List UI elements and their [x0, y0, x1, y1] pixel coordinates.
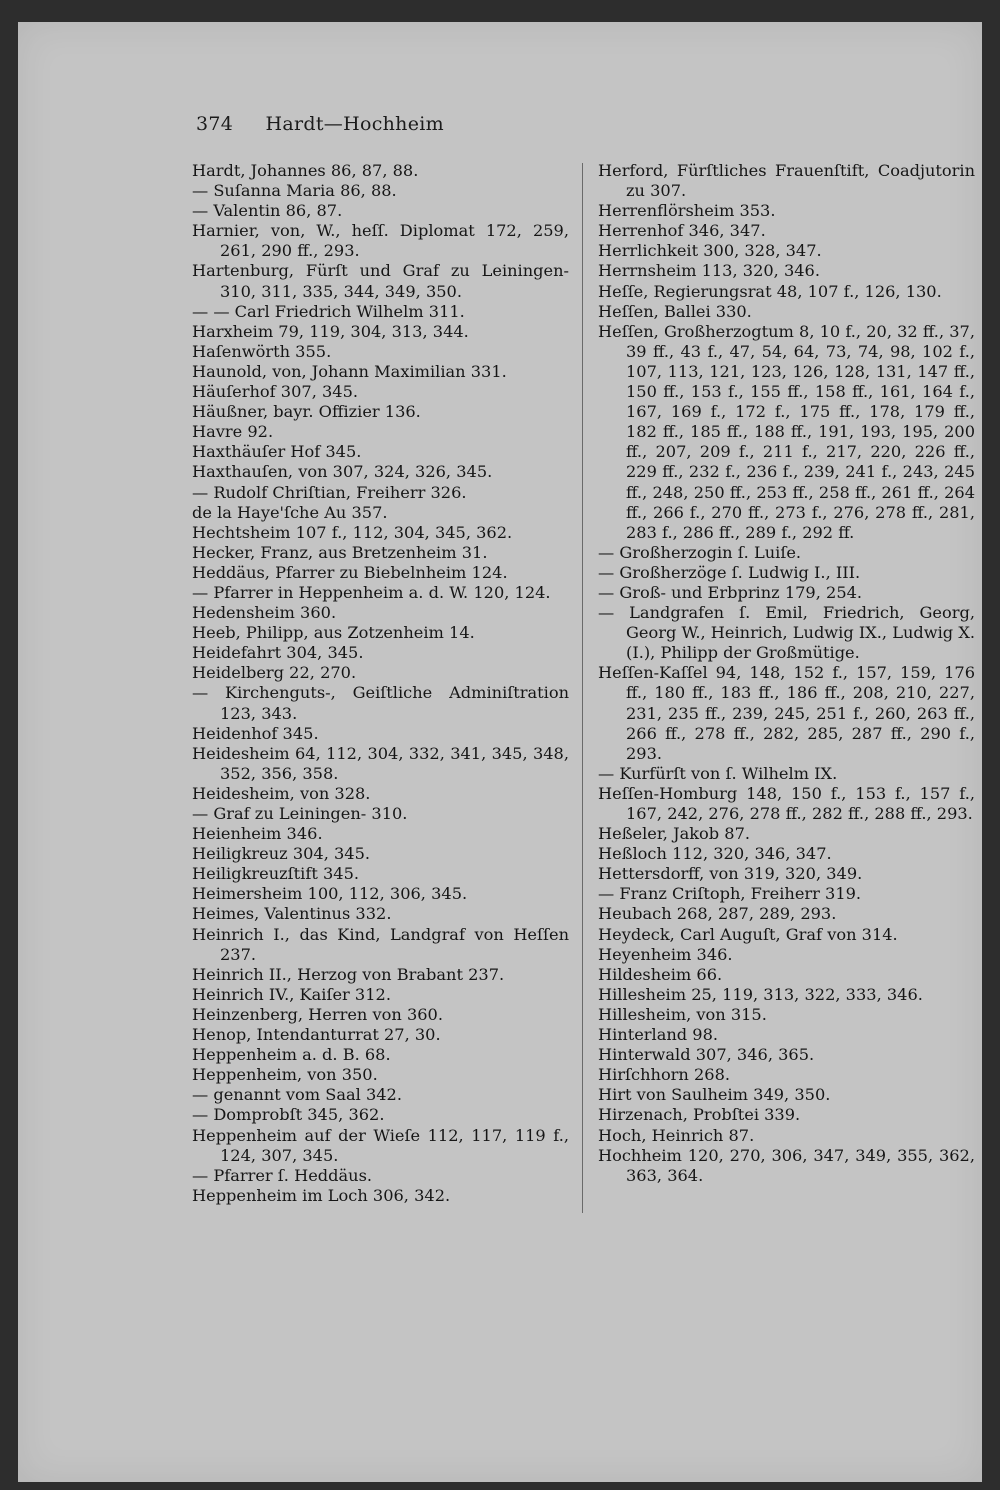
index-entry: Hoch, Heinrich 87.: [598, 1125, 755, 1145]
index-entry: Hardt, Johannes 86, 87, 88.: [192, 161, 419, 180]
index-entry: Hirſchhorn 268.: [598, 1065, 731, 1085]
index-entry: Harnier, von, W., heſſ. Diplomat 172, 259, 261, 290 ff., 293.: [192, 221, 569, 261]
index-entry: — Großherzogin ſ. Luiſe.: [598, 542, 802, 562]
index-entry: Herrlichkeit 300, 328, 347.: [598, 241, 822, 261]
index-entry: Henop, Intendanturrat 27, 30.: [192, 1025, 441, 1045]
index-entry: Heppenheim, von 350.: [192, 1065, 378, 1085]
index-column-left: [192, 161, 569, 1206]
index-entry: Havre 92.: [192, 422, 274, 442]
index-entry: Heiligkreuzſtift 345.: [192, 864, 360, 884]
index-entry: Heidenhof 345.: [192, 723, 319, 743]
index-entry: Häuſerhof 307, 345.: [192, 382, 359, 402]
index-entry: Heienheim 346.: [192, 824, 323, 844]
index-entry: Heydeck, Carl Auguſt, Graf von 314.: [598, 924, 898, 944]
index-column-right: [598, 161, 975, 1186]
index-entry: — — Carl Friedrich Wilhelm 311.: [192, 301, 465, 321]
index-entry: Hedensheim 360.: [192, 603, 337, 623]
index-entry: Herrenflörsheim 353.: [598, 201, 776, 221]
running-header: [196, 113, 444, 135]
index-entry: Heſſen, Ballei 330.: [598, 301, 752, 321]
index-entry: Heyenheim 346.: [598, 944, 733, 964]
index-entry: — Großherzöge ſ. Ludwig I., III.: [598, 562, 861, 582]
running-title: Hardt—Hochheim: [265, 113, 444, 135]
index-entry: Hinterwald 307, 346, 365.: [598, 1045, 815, 1065]
index-entry: — Groß- und Erbprinz 179, 254.: [598, 582, 863, 602]
index-entry: Haſenwörth 355.: [192, 341, 332, 361]
index-entry: Herford, Fürſtliches Frauenſtift, Coadjutorin zu 307.: [598, 161, 975, 201]
index-entry: Heſſen-Kaſſel 94, 148, 152 f., 157, 159, 176 ff., 180 ff., 183 ff., 186 ff., 208, 210, 227, 231, 235 ff., 239, 245, 251 f., 260, 263 ff., 266 ff., 278 ff., 282, 285, 287 ff., 290 f., 293.: [598, 663, 975, 763]
index-entry: Heidesheim, von 328.: [192, 783, 371, 803]
index-entry: Hillesheim 25, 119, 313, 322, 333, 346.: [598, 984, 923, 1004]
index-entry: Herrenhof 346, 347.: [598, 221, 766, 241]
index-entry: — Landgrafen ſ. Emil, Friedrich, Georg, Georg W., Heinrich, Ludwig IX., Ludwig X. (I.), Philipp der Großmütige.: [598, 603, 975, 663]
index-entry: — Kurfürſt von ſ. Wilhelm IX.: [598, 763, 838, 783]
index-entry: Heppenheim a. d. B. 68.: [192, 1045, 391, 1065]
index-entry: — Graf zu Leiningen- 310.: [192, 804, 408, 823]
index-entry: Hirzenach, Probſtei 339.: [598, 1105, 801, 1125]
index-entry: — Franz Criſtoph, Freiherr 319.: [598, 884, 862, 904]
index-entry: Heimes, Valentinus 332.: [192, 904, 392, 924]
index-entry: Heſſen-Homburg 148, 150 f., 153 f., 157 f., 167, 242, 276, 278 ff., 282 ff., 288 ff., 293.: [598, 783, 975, 823]
index-entry: Heidefahrt 304, 345.: [192, 643, 364, 663]
index-entry: Hecker, Franz, aus Bretzenheim 31.: [192, 542, 488, 562]
index-entry: Heppenheim im Loch 306, 342.: [192, 1185, 451, 1205]
index-entry: Heinzenberg, Herren von 360.: [192, 1004, 443, 1024]
index-entry: Heſſen, Großherzogtum 8, 10 f., 20, 32 ff., 37, 39 ff., 43 f., 47, 54, 64, 73, 74, 98, 102 f., 107, 113, 121, 123, 126, 128, 131, 147 ff., 150 ff., 153 f., 155 ff., 158 ff., 161, 164 f., 167, 169 f., 172 f., 175 ff., 178, 179 ff., 182 ff., 185 ff., 188 ff., 191, 193, 195, 200 ff., 207, 209 f., 211 f., 217, 220, 226 ff., 229 ff., 232 f., 236 f., 239, 241 f., 243, 245 ff., 248, 250 ff., 253 ff., 258 ff., 261 ff., 264 ff., 266 f., 270 ff., 273 f., 276, 278 ff., 281, 283 f., 286 ff., 289 f., 292 ff.: [598, 321, 975, 542]
index-entry: Heßeler, Jakob 87.: [598, 824, 751, 844]
index-entry: — Domprobſt 345, 362.: [192, 1105, 385, 1125]
index-entry: Herrnsheim 113, 320, 346.: [598, 261, 821, 281]
index-entry: — Suſanna Maria 86, 88.: [192, 181, 397, 201]
index-entry: Heßloch 112, 320, 346, 347.: [598, 844, 832, 864]
index-entry: Hochheim 120, 270, 306, 347, 349, 355, 362, 363, 364.: [598, 1145, 975, 1185]
index-entry: Heinrich II., Herzog von Brabant 237.: [192, 964, 505, 984]
index-entry: Hinterland 98.: [598, 1025, 719, 1045]
page-number: 374: [196, 113, 234, 135]
index-entry: Heſſe, Regierungsrat 48, 107 f., 126, 130.: [598, 281, 942, 301]
index-entry: Hildesheim 66.: [598, 964, 723, 984]
index-entry: Heppenheim auf der Wieſe 112, 117, 119 f., 124, 307, 345.: [192, 1125, 569, 1165]
column-divider: [582, 163, 583, 1213]
index-entry: Haxthäuſer Hof 345.: [192, 442, 362, 462]
index-entry: Heidesheim 64, 112, 304, 332, 341, 345, 348, 352, 356, 358.: [192, 743, 569, 783]
index-entry: — Rudolf Chriſtian, Freiherr 326.: [192, 482, 467, 502]
index-entry: Heinrich IV., Kaiſer 312.: [192, 984, 391, 1004]
index-entry: Haunold, von, Johann Maximilian 331.: [192, 361, 507, 381]
index-entry: Hechtsheim 107 f., 112, 304, 345, 362.: [192, 522, 513, 542]
index-entry: Harxheim 79, 119, 304, 313, 344.: [192, 321, 469, 341]
index-entry: Heeb, Philipp, aus Zotzenheim 14.: [192, 623, 475, 643]
index-entry: — genannt vom Saal 342.: [192, 1085, 402, 1105]
index-entry: Hettersdorff, von 319, 320, 349.: [598, 864, 863, 884]
index-entry: Haxthauſen, von 307, 324, 326, 345.: [192, 462, 493, 482]
index-entry: Heiligkreuz 304, 345.: [192, 844, 371, 864]
index-entry: Heubach 268, 287, 289, 293.: [598, 904, 837, 924]
index-entry: Heimersheim 100, 112, 306, 345.: [192, 884, 468, 904]
index-entry: Heddäus, Pfarrer zu Biebelnheim 124.: [192, 562, 508, 582]
index-entry: Heidelberg 22, 270.: [192, 663, 357, 683]
index-entry: de la Haye'ſche Au 357.: [192, 502, 388, 522]
index-entry: — Pfarrer in Heppenheim a. d. W. 120, 124.: [192, 582, 551, 602]
index-entry: — Valentin 86, 87.: [192, 201, 343, 221]
index-entry: Heinrich I., das Kind, Landgraf von Heſſen 237.: [192, 924, 569, 964]
index-entry: Hartenburg, Fürſt und Graf zu Leiningen- 310, 311, 335, 344, 349, 350.: [192, 261, 569, 301]
index-entry: Hillesheim, von 315.: [598, 1004, 767, 1024]
index-entry: Hirt von Saulheim 349, 350.: [598, 1085, 831, 1105]
index-entry: Häußner, bayr. Offizier 136.: [192, 402, 421, 422]
index-entry: — Kirchenguts-, Geiſtliche Adminiſtration 123, 343.: [192, 683, 569, 723]
index-entry: — Pfarrer ſ. Heddäus.: [192, 1165, 373, 1185]
